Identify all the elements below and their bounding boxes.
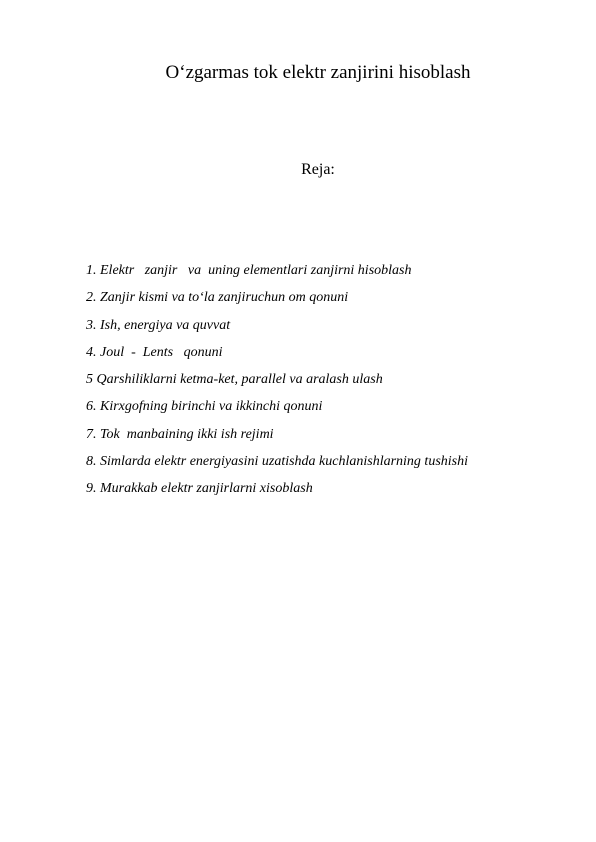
plan-item: 2. Zanjir kismi va to‘la zanjiruchun om qonuni: [86, 290, 349, 306]
plan-item: 3. Ish, energiya va quvvat: [86, 317, 231, 333]
plan-item: 1. Elektr zanjir va uning elementlari zanjirni hisoblash: [86, 263, 412, 278]
plan-list: [86, 257, 566, 503]
document-title: O‘zgarmas tok elektr zanjirini hisoblash: [165, 62, 471, 83]
plan-item: 9. Murakkab elektr zanjirlarni xisoblash: [86, 481, 313, 497]
plan-item: 5 Qarshiliklarni ketma-ket, parallel va aralash ulash: [86, 372, 383, 388]
plan-item: 6. Kirxgofning birinchi va ikkinchi qonuni: [86, 399, 323, 415]
plan-item: 8. Simlarda elektr energiyasini uzatishda kuchlanishlarning tushishi: [86, 454, 468, 470]
plan-item: 7. Tok manbaining ikki ish rejimi: [86, 426, 274, 442]
plan-heading: Reja:: [301, 161, 335, 178]
plan-item: 4. Joul - Lents qonuni: [86, 344, 223, 360]
